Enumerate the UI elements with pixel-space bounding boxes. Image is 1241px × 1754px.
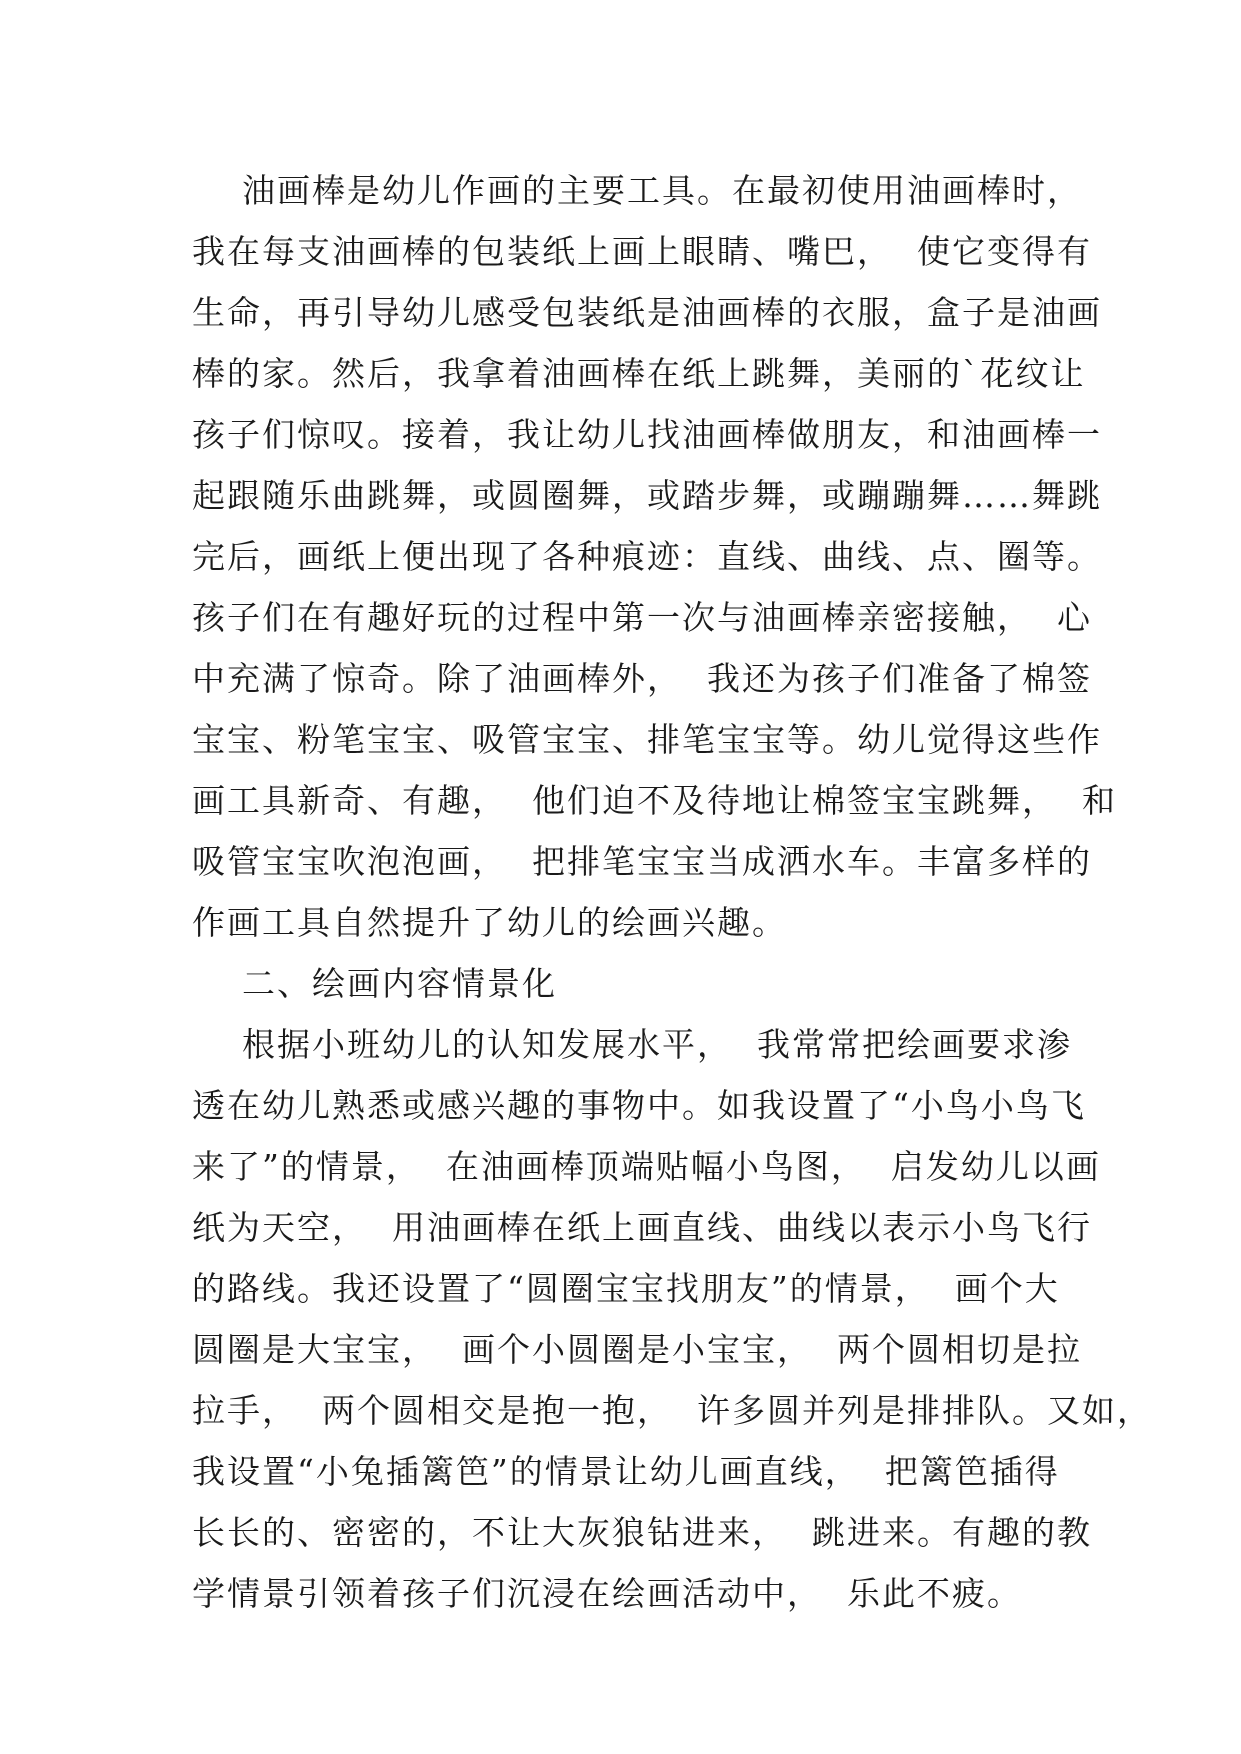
text-line: 作画工具自然提升了幼儿的绘画兴趣。 <box>192 903 787 942</box>
text-line: 棒的家。然后，我拿着油画棒在纸上跳舞，美丽的`花纹让 <box>192 354 1086 393</box>
text-line: 拉手， 两个圆相交是抱一抱， 许多圆并列是排排队。又如， <box>192 1391 1152 1430</box>
text-line: 纸为天空， 用油画棒在纸上画直线、曲线以表示小鸟飞行 <box>192 1208 1092 1247</box>
text-line: 起跟随乐曲跳舞，或圆圈舞，或踏步舞，或蹦蹦舞……舞跳 <box>192 476 1102 515</box>
text-line: 长长的、密密的，不让大灰狼钻进来， 跳进来。有趣的教 <box>192 1513 1092 1552</box>
text-line: 透在幼儿熟悉或感兴趣的事物中。如我设置了“小鸟小鸟飞 <box>192 1086 1086 1125</box>
text-line: 宝宝、粉笔宝宝、吸管宝宝、排笔宝宝等。幼儿觉得这些作 <box>192 720 1102 759</box>
text-line: 根据小班幼儿的认知发展水平， 我常常把绘画要求渗 <box>192 1025 1072 1064</box>
text-line: 来了”的情景， 在油画棒顶端贴幅小鸟图， 启发幼儿以画 <box>192 1147 1101 1186</box>
body-text <box>192 160 1152 1624</box>
text-line: 我在每支油画棒的包装纸上画上眼睛、嘴巴， 使它变得有 <box>192 232 1092 271</box>
text-line: 画工具新奇、有趣， 他们迫不及待地让棉签宝宝跳舞， 和 <box>192 781 1117 820</box>
section-heading: 二、绘画内容情景化 <box>192 964 557 1003</box>
text-line: 学情景引领着孩子们沉浸在绘画活动中， 乐此不疲。 <box>192 1574 1022 1613</box>
text-line: 孩子们在有趣好玩的过程中第一次与油画棒亲密接触， 心 <box>192 598 1092 637</box>
text-line: 生命，再引导幼儿感受包装纸是油画棒的衣服，盒子是油画 <box>192 293 1102 332</box>
text-line: 油画棒是幼儿作画的主要工具。在最初使用油画棒时， <box>192 171 1082 210</box>
text-line: 圆圈是大宝宝， 画个小圆圈是小宝宝， 两个圆相切是拉 <box>192 1330 1082 1369</box>
text-line: 孩子们惊叹。接着，我让幼儿找油画棒做朋友，和油画棒一 <box>192 415 1102 454</box>
text-line: 中充满了惊奇。除了油画棒外， 我还为孩子们准备了棉签 <box>192 659 1092 698</box>
text-line: 我设置“小兔插篱笆”的情景让幼儿画直线， 把篱笆插得 <box>192 1452 1060 1491</box>
text-line: 的路线。我还设置了“圆圈宝宝找朋友”的情景， 画个大 <box>192 1269 1060 1308</box>
text-line: 吸管宝宝吹泡泡画， 把排笔宝宝当成洒水车。丰富多样的 <box>192 842 1092 881</box>
text-line: 完后，画纸上便出现了各种痕迹：直线、曲线、点、圈等。 <box>192 537 1102 576</box>
